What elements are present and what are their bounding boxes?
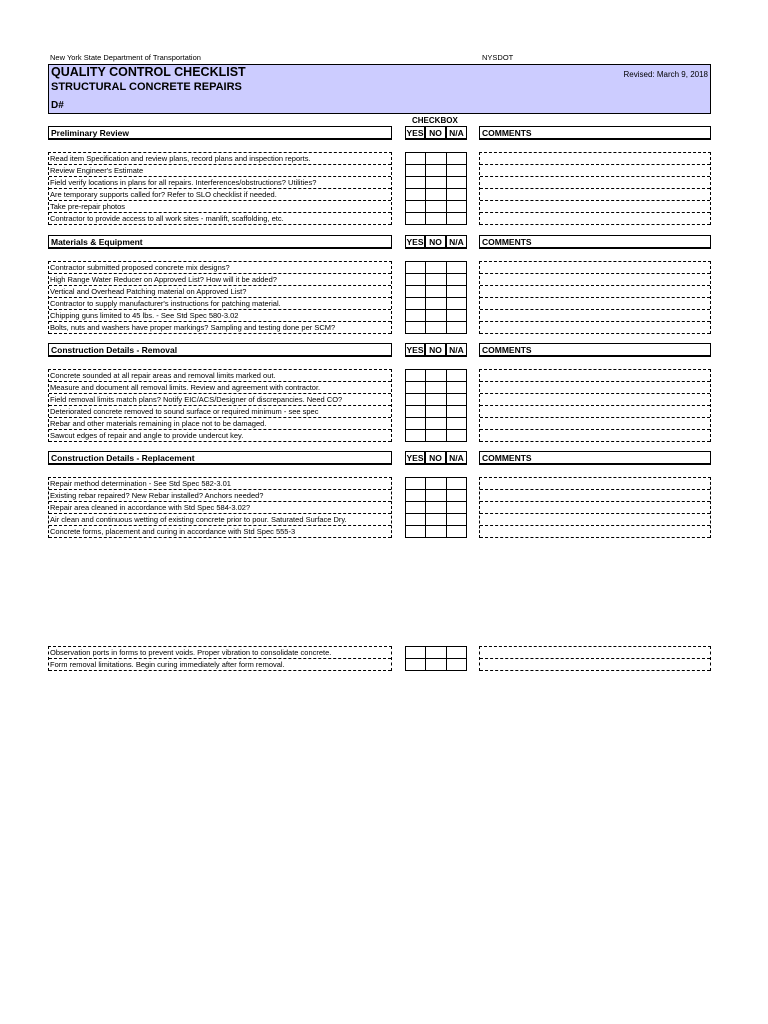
na-checkbox[interactable] [447,177,466,188]
no-column-header: NO [425,126,446,140]
comment-field[interactable] [480,430,710,442]
comment-field[interactable] [480,370,710,382]
checkbox-row [406,153,466,165]
comments-column-header: COMMENTS [479,126,711,140]
checkbox-row [406,647,466,659]
comments-column-header: COMMENTS [479,343,711,357]
comment-field[interactable] [480,502,710,514]
yes-checkbox[interactable] [406,382,426,393]
checklist-item: Form removal limitations. Begin curing immediately after form removal. [49,659,391,671]
checkbox-row [406,262,466,274]
section-title: Materials & Equipment [48,235,392,249]
yes-checkbox[interactable] [406,165,426,176]
checklist-item: Rebar and other materials remaining in place not to be damaged. [49,418,391,430]
comments-column [479,646,711,671]
checkbox-row [406,165,466,177]
checkbox-row [406,189,466,201]
checkbox-grid [405,477,467,538]
checkbox-row [406,286,466,298]
checklist-item: Contractor to supply manufacturer's instructions for patching material. [49,298,391,310]
item-list [48,477,392,538]
comment-field[interactable] [480,310,710,322]
checklist-item: Vertical and Overhead Patching material on Approved List? [49,286,391,298]
comment-field[interactable] [480,382,710,394]
no-checkbox[interactable] [426,274,446,285]
checkbox-row [406,418,466,430]
na-checkbox[interactable] [447,647,466,658]
na-checkbox[interactable] [447,298,466,309]
yes-checkbox[interactable] [406,189,426,200]
no-checkbox[interactable] [426,382,446,393]
comment-field[interactable] [480,165,710,177]
yes-checkbox[interactable] [406,262,426,273]
no-checkbox[interactable] [426,177,446,188]
checkbox-row [406,382,466,394]
checkbox-row [406,213,466,225]
no-checkbox[interactable] [426,262,446,273]
yes-checkbox[interactable] [406,490,426,501]
yes-checkbox[interactable] [406,659,426,670]
checkbox-row [406,430,466,442]
na-checkbox[interactable] [447,502,466,513]
checklist-item: High Range Water Reducer on Approved List? How will it be added? [49,274,391,286]
section-title: Construction Details - Removal [48,343,392,357]
checklist-item: Review Engineer's Estimate [49,165,391,177]
na-checkbox[interactable] [447,322,466,333]
checkbox-row [406,394,466,406]
no-checkbox[interactable] [426,394,446,405]
item-list [48,261,392,334]
na-checkbox[interactable] [447,490,466,501]
na-checkbox[interactable] [447,514,466,525]
na-column-header: N/A [446,126,467,140]
na-checkbox[interactable] [447,165,466,176]
checkbox-row [406,322,466,334]
yes-checkbox[interactable] [406,514,426,525]
yes-checkbox[interactable] [406,274,426,285]
checkbox-grid [405,369,467,442]
comment-field[interactable] [480,514,710,526]
checkbox-grid [405,261,467,334]
no-checkbox[interactable] [426,165,446,176]
na-checkbox[interactable] [447,262,466,273]
comments-column [479,369,711,442]
section-title: Construction Details - Replacement [48,451,392,465]
no-column-header: NO [425,343,446,357]
yes-checkbox[interactable] [406,647,426,658]
comment-field[interactable] [480,478,710,490]
yes-checkbox[interactable] [406,394,426,405]
comment-field[interactable] [480,298,710,310]
checklist-item: Concrete sounded at all repair areas and removal limits marked out. [49,370,391,382]
yes-checkbox[interactable] [406,430,426,441]
checkbox-row [406,659,466,671]
no-checkbox[interactable] [426,647,446,658]
comments-column [479,261,711,334]
comment-field[interactable] [480,213,710,225]
checklist-item: Contractor submitted proposed concrete mix designs? [49,262,391,274]
checklist-item: Measure and document all removal limits. Review and agreement with contractor. [49,382,391,394]
comment-field[interactable] [480,322,710,334]
na-checkbox[interactable] [447,274,466,285]
agency-abbr: NYSDOT [482,53,514,62]
item-list [48,646,392,671]
yes-checkbox[interactable] [406,310,426,321]
comment-field[interactable] [480,274,710,286]
yes-checkbox[interactable] [406,177,426,188]
no-checkbox[interactable] [426,310,446,321]
no-column-header: NO [425,451,446,465]
na-checkbox[interactable] [447,659,466,670]
no-checkbox[interactable] [426,213,446,224]
checklist-item: Contractor to provide access to all work sites - manlift, scaffolding, etc. [49,213,391,225]
yes-checkbox[interactable] [406,298,426,309]
comment-field[interactable] [480,286,710,298]
no-checkbox[interactable] [426,418,446,429]
yes-checkbox[interactable] [406,502,426,513]
na-checkbox[interactable] [447,430,466,441]
na-checkbox[interactable] [447,382,466,393]
checklist-item: Existing rebar repaired? New Rebar installed? Anchors needed? [49,490,391,502]
yes-checkbox[interactable] [406,526,426,537]
checkbox-row [406,370,466,382]
yes-column-header: YES [406,453,424,463]
checklist-item: Observation ports in forms to prevent voids. Proper vibration to consolidate concrete. [49,647,391,659]
no-checkbox[interactable] [426,322,446,333]
item-list [48,369,392,442]
yes-checkbox[interactable] [406,418,426,429]
comment-field[interactable] [480,526,710,538]
no-checkbox[interactable] [426,502,446,513]
checkbox-row [406,201,466,213]
no-checkbox[interactable] [426,430,446,441]
comments-column-header: COMMENTS [479,235,711,249]
na-checkbox[interactable] [447,153,466,164]
comment-field[interactable] [480,647,710,659]
d-number-label: D# [51,100,64,111]
yes-checkbox[interactable] [406,201,426,212]
no-checkbox[interactable] [426,490,446,501]
checkbox-grid [405,646,467,671]
yes-checkbox[interactable] [406,406,426,417]
comment-field[interactable] [480,659,710,671]
comment-field[interactable] [480,177,710,189]
na-checkbox[interactable] [447,394,466,405]
checklist-item: Field removal limits match plans? Notify EIC/ACS/Designer of discrepancies. Need CO? [49,394,391,406]
no-checkbox[interactable] [426,370,446,381]
comment-field[interactable] [480,201,710,213]
yes-checkbox[interactable] [406,322,426,333]
na-column-header: N/A [446,451,467,465]
na-checkbox[interactable] [447,478,466,489]
checklist-item: Air clean and continuous wetting of existing concrete prior to pour. Saturated Surface Dry. [49,514,391,526]
na-checkbox[interactable] [447,286,466,297]
checklist-item: Bolts, nuts and washers have proper markings? Sampling and testing done per SCM? [49,322,391,334]
checklist-item: Are temporary supports called for? Refer to SLO checklist if needed. [49,189,391,201]
comments-column-header: COMMENTS [479,451,711,465]
header-box [48,64,711,114]
yes-checkbox[interactable] [406,478,426,489]
checkbox-row [406,298,466,310]
item-list [48,152,392,225]
comment-field[interactable] [480,153,710,165]
no-checkbox[interactable] [426,298,446,309]
comment-field[interactable] [480,406,710,418]
yes-checkbox[interactable] [406,213,426,224]
checkbox-row [406,274,466,286]
checkbox-row [406,514,466,526]
comment-field[interactable] [480,490,710,502]
checkbox-row [406,406,466,418]
na-checkbox[interactable] [447,189,466,200]
comment-field[interactable] [480,262,710,274]
no-checkbox[interactable] [426,201,446,212]
agency-name: New York State Department of Transportation [50,53,201,62]
na-column-header: N/A [446,343,467,357]
checkbox-caption: CHECKBOX [412,116,458,125]
no-checkbox[interactable] [426,514,446,525]
yes-checkbox[interactable] [406,153,426,164]
no-column-header: NO [425,235,446,249]
revised-date: Revised: March 9, 2018 [623,70,708,79]
na-checkbox[interactable] [447,310,466,321]
comments-column [479,152,711,225]
no-checkbox[interactable] [426,189,446,200]
na-column-header: N/A [446,235,467,249]
page-subtitle: STRUCTURAL CONCRETE REPAIRS [51,81,242,93]
yes-column-header: YES [406,237,424,247]
comments-column [479,477,711,538]
comment-field[interactable] [480,394,710,406]
checkbox-row [406,526,466,538]
no-checkbox[interactable] [426,526,446,537]
na-checkbox[interactable] [447,370,466,381]
checklist-item: Chipping guns limited to 45 lbs. - See Std Spec 580-3.02 [49,310,391,322]
na-checkbox[interactable] [447,526,466,537]
checklist-item: Read item Specification and review plans, record plans and inspection reports. [49,153,391,165]
na-checkbox[interactable] [447,201,466,212]
yes-column-header: YES [406,345,424,355]
checklist-item: Repair area cleaned in accordance with Std Spec 584-3.02? [49,502,391,514]
no-checkbox[interactable] [426,153,446,164]
yes-column-header: YES [406,128,424,138]
checkbox-row [406,490,466,502]
checklist-item: Field verify locations in plans for all repairs. Interferences/obstructions? Utilities? [49,177,391,189]
comment-field[interactable] [480,418,710,430]
no-checkbox[interactable] [426,406,446,417]
checklist-item: Sawcut edges of repair and angle to provide undercut key. [49,430,391,442]
checkbox-row [406,310,466,322]
na-checkbox[interactable] [447,418,466,429]
checklist-item: Concrete forms, placement and curing in accordance with Std Spec 555-3 [49,526,391,538]
no-checkbox[interactable] [426,478,446,489]
page-title: QUALITY CONTROL CHECKLIST [51,65,246,79]
comment-field[interactable] [480,189,710,201]
yes-checkbox[interactable] [406,370,426,381]
checklist-item: Deteriorated concrete removed to sound surface or required minimum - see spec [49,406,391,418]
checkbox-row [406,502,466,514]
checklist-item: Repair method determination - See Std Spec 582-3.01 [49,478,391,490]
yes-checkbox[interactable] [406,286,426,297]
no-checkbox[interactable] [426,659,446,670]
checkbox-grid [405,152,467,225]
section-title: Preliminary Review [48,126,392,140]
na-checkbox[interactable] [447,406,466,417]
no-checkbox[interactable] [426,286,446,297]
checkbox-row [406,177,466,189]
na-checkbox[interactable] [447,213,466,224]
checklist-item: Take pre-repair photos [49,201,391,213]
checkbox-row [406,478,466,490]
